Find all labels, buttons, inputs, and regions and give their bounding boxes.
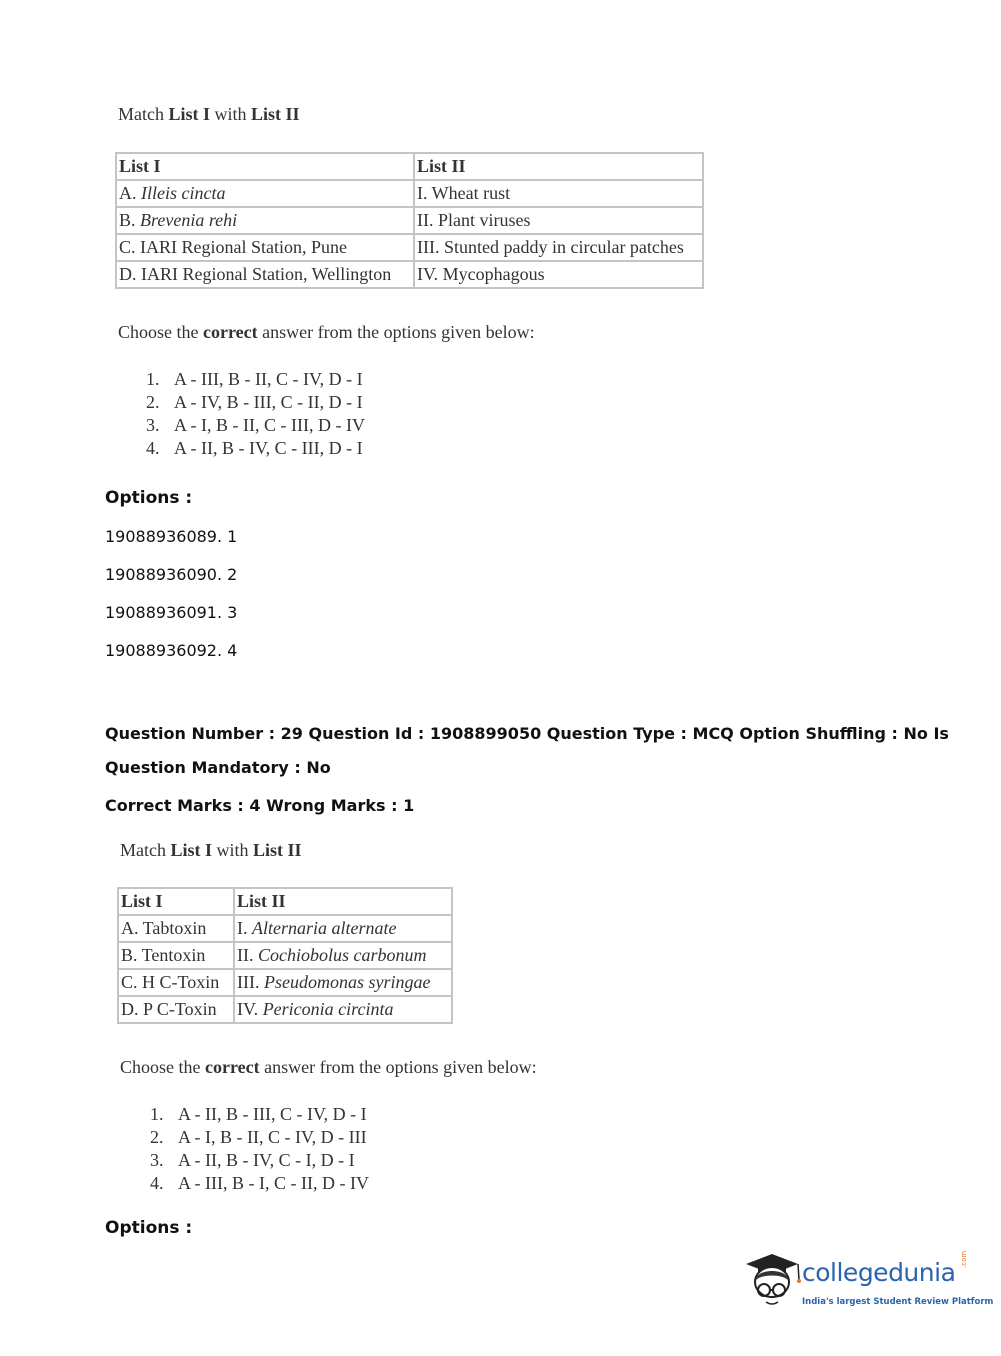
collegedunia-logo [742,1250,994,1316]
table-row: D. IARI Regional Station, Wellington IV. Mycophagous [116,261,703,288]
list-item: 3. A - I, B - II, C - III, D - IV [146,415,365,435]
q29-options-label: Options : [105,1218,193,1238]
q28-option-2: 19088936090. 2 [105,565,238,584]
list-item: 1. A - II, B - III, C - IV, D - I [150,1104,367,1124]
list-item: 2. A - IV, B - III, C - II, D - I [146,392,363,412]
q28-head-list1: List I [116,153,414,180]
q29-answer-list [150,1103,369,1195]
q29-match-table [117,887,453,1024]
list-item: 2. A - I, B - II, C - IV, D - III [150,1127,367,1147]
q29-meta-line3: Correct Marks : 4 Wrong Marks : 1 [105,796,415,815]
logo-suffix: .com [960,1250,968,1268]
q28-option-4: 19088936092. 4 [105,641,238,660]
list-item: 3. A - II, B - IV, C - I, D - I [150,1150,355,1170]
q29-instruction: Choose the correct answer from the options given below: [120,1057,537,1077]
list-item: 4. A - II, B - IV, C - III, D - I [146,438,363,458]
list-item: 1. A - III, B - II, C - IV, D - I [146,369,363,389]
table-row: A. Illeis cincta I. Wheat rust [116,180,703,207]
mascot-icon [742,1250,802,1316]
table-row: D. P C-Toxin IV. Periconia circinta [118,996,452,1023]
q28-options-label: Options : [105,488,193,508]
list-item: 4. A - III, B - I, C - II, D - IV [150,1173,369,1193]
logo-tagline: India's largest Student Review Platform [802,1297,994,1307]
logo-wordmark: collegedunia [802,1258,956,1287]
q29-title: Match List I with List II [120,840,302,860]
q28-option-3: 19088936091. 3 [105,603,238,622]
q29-meta-line2: Question Mandatory : No [105,758,331,777]
q29-head-list2: List II [234,888,452,915]
q28-option-1: 19088936089. 1 [105,527,238,546]
table-row: C. H C-Toxin III. Pseudomonas syringae [118,969,452,996]
table-row: C. IARI Regional Station, Pune III. Stunted paddy in circular patches [116,234,703,261]
q28-head-list2: List II [414,153,703,180]
q29-head-list1: List I [118,888,234,915]
q28-answer-list [146,368,365,460]
table-row: A. Tabtoxin I. Alternaria alternate [118,915,452,942]
q28-match-table [115,152,704,289]
table-row: B. Tentoxin II. Cochiobolus carbonum [118,942,452,969]
table-row: B. Brevenia rehi II. Plant viruses [116,207,703,234]
q29-meta-line1: Question Number : 29 Question Id : 1908899050 Question Type : MCQ Option Shuffling : No Is [105,724,949,743]
q28-title: Match List I with List II [118,104,300,124]
q28-instruction: Choose the correct answer from the options given below: [118,322,535,342]
